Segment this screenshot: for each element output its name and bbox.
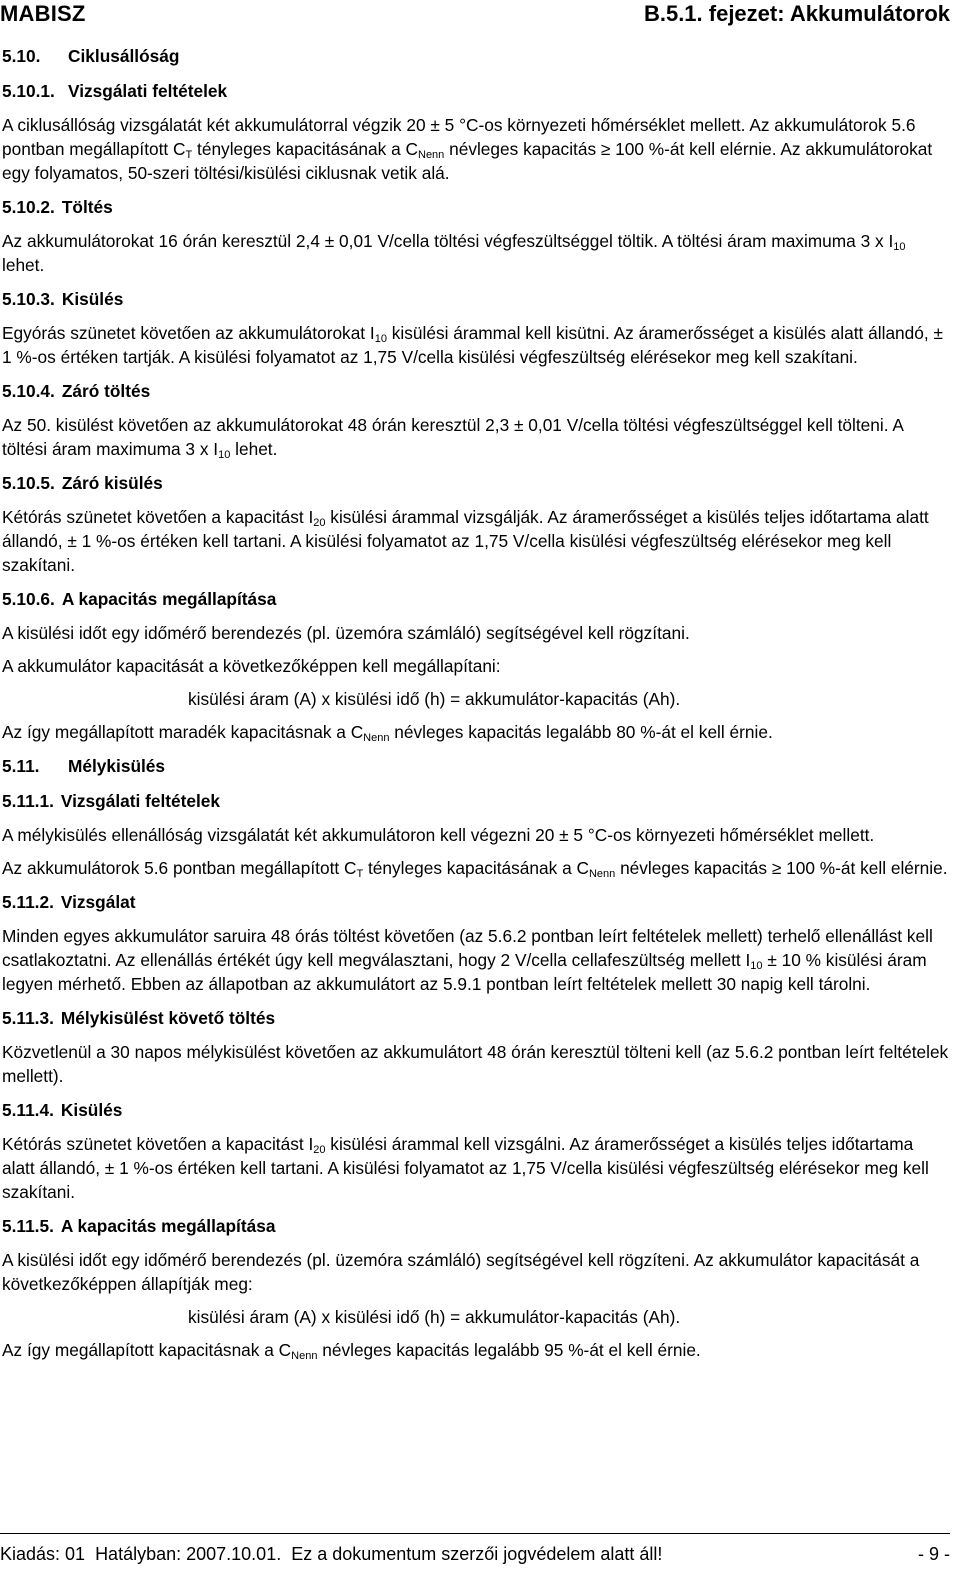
header-chapter: B.5.1. fejezet: Akkumulátorok — [643, 1, 950, 26]
section-heading-5-10-1 — [2, 79, 950, 103]
footer-effective-date: Hatályban: 2007.10.01. — [95, 1544, 282, 1564]
section-number: 5.11.2. — [2, 892, 54, 912]
paragraph: Minden egyes akkumulátor saruira 48 órás töltést követően (az 5.6.2 pontban leírt feltételek mellett) terhelő ellenállást kell csatlakoztatni. Az ellenállás értékét úgy kell megválasztani, hogy 2 V/cella cellafeszültség mellett $I_{10} \pm 10$ % kisülési áram legyen mérhető. Ebben az állapotban az akkumulátort az 5.9.1 pontban leírt feltételek mellett 30 napig kell tárolni. — [2, 926, 933, 994]
section-title: Záró kisülés — [61, 473, 163, 493]
footer-issue: Kiadás: 01 — [0, 1544, 86, 1564]
section-title: Kisülés — [60, 1100, 123, 1120]
section-heading-5-10-4 — [2, 379, 950, 403]
paragraph: A ciklusállóság vizsgálatát két akkumulátorral végzik 20 ± 5 °C-os környezeti hőmérséklet mellett. Az akkumulátorok 5.6 pontban megállapított $C_T$ tényleges kapacitásának a $C_{Nenn}$ névleges kapacitás ≥ 100 %-át kell elérnie. Az akkumulátorokat egy folyamatos, 50-szeri töltési/kisülési ciklusnak vetik alá. — [2, 115, 933, 183]
section-title: A kapacitás megállapítása — [60, 1216, 276, 1236]
section-title: Vizsgálati feltételek — [68, 81, 228, 101]
formula: kisülési áram (A) x kisülési idő (h) = akkumulátor-kapacitás (Ah). — [188, 689, 681, 709]
section-number: 5.10.6. — [2, 589, 55, 609]
section-heading-5-11-4 — [2, 1098, 950, 1122]
section-heading-5-11 — [2, 754, 950, 778]
paragraph: A kisülési időt egy időmérő berendezés (pl. üzemóra számláló) segítségével kell rögzítani. — [2, 623, 690, 643]
section-title: Töltés — [61, 197, 113, 217]
section-heading-5-10 — [2, 44, 950, 68]
section-heading-5-10-2 — [2, 195, 950, 219]
page-number: - 9 - — [917, 1544, 950, 1564]
paragraph: A akkumulátor kapacitását a következőképpen kell megállapítani: — [2, 656, 501, 676]
paragraph: Kétórás szünetet követően a kapacitást $I_{20}$ kisülési árammal vizsgálják. Az áramerősséget a kisülés teljes időtartama alatt állandó, ± 1 %-os értéken kell tartani. A kisülési folyamatot az 1,75 V/cella kisülési végfeszültség elérésekor meg kell szakítani. — [2, 507, 929, 575]
section-title: Ciklusállóság — [68, 46, 180, 66]
paragraph: A kisülési időt egy időmérő berendezés (pl. üzemóra számláló) segítségével kell rögzíteni. Az akkumulátor kapacitását a következőképpen állapítják meg: — [2, 1250, 920, 1294]
section-number: 5.11.1. — [2, 791, 54, 811]
section-heading-5-11-5 — [2, 1214, 950, 1238]
section-number: 5.10.2. — [2, 197, 55, 217]
paragraph: Egyórás szünetet követően az akkumulátorokat $I_{10}$ kisülési árammal kell kisütni. Az áramerősséget a kisülés alatt állandó, ± 1 %-os értéken tartják. A kisülési folyamatot az 1,75 V/cella kisülési végfeszültség elérésekor meg kell szakítani. — [2, 323, 943, 367]
paragraph: Az így megállapított kapacitásnak a $C_{Nenn}$ névleges kapacitás legalább 95 %-át el kell érnie. — [2, 1340, 701, 1362]
section-title: A kapacitás megállapítása — [61, 589, 277, 609]
section-number: 5.11. — [2, 756, 40, 776]
section-number: 5.10. — [2, 46, 41, 66]
section-title: Mélykisülést követő töltés — [60, 1008, 276, 1028]
section-heading-5-10-3 — [2, 287, 950, 311]
section-title: Vizsgálati feltételek — [60, 791, 221, 811]
section-heading-5-11-1 — [2, 789, 950, 813]
section-number: 5.11.4. — [2, 1100, 54, 1120]
footer-copyright: Ez a dokumentum szerzői jogvédelem alatt áll! — [291, 1544, 663, 1564]
section-number: 5.11.3. — [2, 1008, 54, 1028]
paragraph: Az 50. kisülést követően az akkumulátorokat 48 órán keresztül 2,3 ± 0,01 V/cella töltési végfeszültséggel kell tölteni. A töltési áram maximuma 3 x $I_{10}$ lehet. — [2, 415, 903, 461]
section-number: 5.10.3. — [2, 289, 55, 309]
section-title: Kisülés — [61, 289, 124, 309]
page-footer — [0, 1533, 950, 1565]
paragraph: Az akkumulátorokat 16 órán keresztül 2,4 ± 0,01 V/cella töltési végfeszültséggel töltik. A töltési áram maximuma 3 x $I_{10}$ lehet. — [2, 231, 906, 275]
section-heading-5-11-3 — [2, 1006, 950, 1030]
section-number: 5.10.4. — [2, 381, 55, 401]
section-number: 5.10.1. — [2, 81, 55, 101]
paragraph: A mélykisülés ellenállóság vizsgálatát két akkumulátoron kell végezni 20 ± 5 °C-os környezeti hőmérséklet mellett. — [2, 825, 875, 845]
section-heading-5-10-5 — [2, 471, 950, 495]
section-title: Vizsgálat — [60, 892, 136, 912]
section-heading-5-11-2 — [2, 890, 950, 914]
section-heading-5-10-6 — [2, 587, 950, 611]
header-organization: MABISZ — [0, 1, 86, 26]
footer-info — [0, 1544, 672, 1565]
paragraph: Kétórás szünetet követően a kapacitást $I_{20}$ kisülési árammal kell vizsgálni. Az áramerősséget a kisülés teljes időtartama alatt állandó, ± 1 %-os értéken kell tartani. A kisülési folyamatot az 1,75 V/cella kisülési végfeszültség elérésekor meg kell szakítani. — [2, 1134, 929, 1202]
paragraph: Az így megállapított maradék kapacitásnak a $C_{Nenn}$ névleges kapacitás legalább 80 %-át el kell érnie. — [2, 722, 773, 744]
document-body — [2, 44, 950, 1362]
section-number: 5.10.5. — [2, 473, 55, 493]
paragraph: Az akkumulátorok 5.6 pontban megállapított $C_T$ tényleges kapacitásának a $C_{Nenn}$ névleges kapacitás ≥ 100 %-át kell elérnie. — [2, 858, 948, 880]
section-title: Záró töltés — [61, 381, 151, 401]
section-title: Mélykisülés — [68, 756, 166, 776]
formula: kisülési áram (A) x kisülési idő (h) = akkumulátor-kapacitás (Ah). — [188, 1307, 681, 1327]
section-number: 5.11.5. — [2, 1216, 54, 1236]
paragraph: Közvetlenül a 30 napos mélykisülést követően az akkumulátort 48 órán keresztül tölteni kell (az 5.6.2 pontban leírt feltételek mellett). — [2, 1042, 949, 1086]
